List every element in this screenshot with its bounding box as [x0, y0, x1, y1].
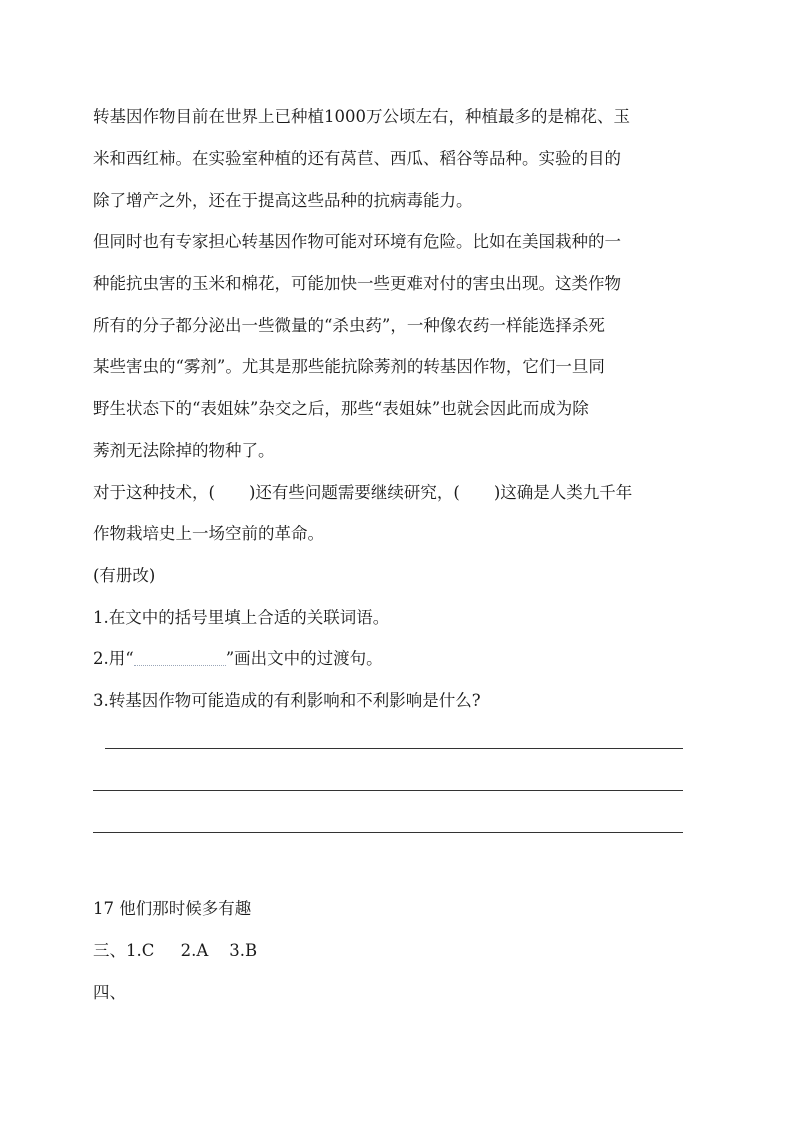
answer-lesson-title: 17 他们那时候多有趣 [93, 899, 252, 918]
question-3: 3.转基因作物可能造成的有利影响和不利影响是什么? [93, 691, 481, 710]
answer-section-4: 四、 [93, 983, 126, 1002]
passage-p2-line4: 某些害虫的“雾剂”。尤其是那些能抗除莠剂的转基因作物，它们一旦同 [93, 357, 605, 376]
passage-source: (有册改) [93, 566, 156, 585]
passage-p2-line5: 野生状态下的“表姐妹”杂交之后，那些“表姐妹”也就会因此而成为除 [93, 399, 589, 418]
answer-line-1[interactable] [105, 748, 683, 749]
passage-p3-part-b: )还有些问题需要继续研究，( [248, 483, 460, 502]
passage-p1-line3: 除了增产之外，还在于提高这些品种的抗病毒能力。 [93, 191, 473, 210]
wavy-underline-sample [134, 653, 226, 666]
passage-p1-line2: 米和西红柿。在实验室种植的还有莴苣、西瓜、稻谷等品种。实验的目的 [93, 149, 621, 168]
passage-p2-line6: 莠剂无法除掉的物种了。 [93, 441, 275, 460]
passage-p1-line1: 转基因作物目前在世界上已种植1000万公顷左右，种植最多的是棉花、玉 [93, 107, 630, 126]
question-2-pre: 2.用“ [93, 649, 134, 668]
question-1: 1.在文中的括号里填上合适的关联词语。 [93, 608, 390, 627]
answer-section-3: 三、1.C 2.A 3.B [93, 941, 258, 960]
passage-p2-line1: 但同时也有专家担心转基因作物可能对环境有危险。比如在美国栽种的一 [93, 232, 621, 251]
question-2 [93, 649, 383, 669]
passage-p3-part-c: )这确是人类九千年 [493, 483, 633, 502]
passage-p3-part-a: 对于这种技术，( [93, 483, 215, 502]
passage-p2-line2: 种能抗虫害的玉米和棉花，可能加快一些更难对付的害虫出现。这类作物 [93, 274, 621, 293]
answer-line-3[interactable] [93, 832, 683, 833]
passage-p3-line2: 作物栽培史上一场空前的革命。 [93, 524, 324, 543]
passage-p2-line3: 所有的分子都分泌出一些微量的“杀虫药”，一种像农药一样能选择杀死 [93, 316, 605, 335]
passage-p3-line1 [93, 483, 632, 503]
answer-line-2[interactable] [93, 790, 683, 791]
question-2-post: ”画出文中的过渡句。 [225, 649, 383, 668]
